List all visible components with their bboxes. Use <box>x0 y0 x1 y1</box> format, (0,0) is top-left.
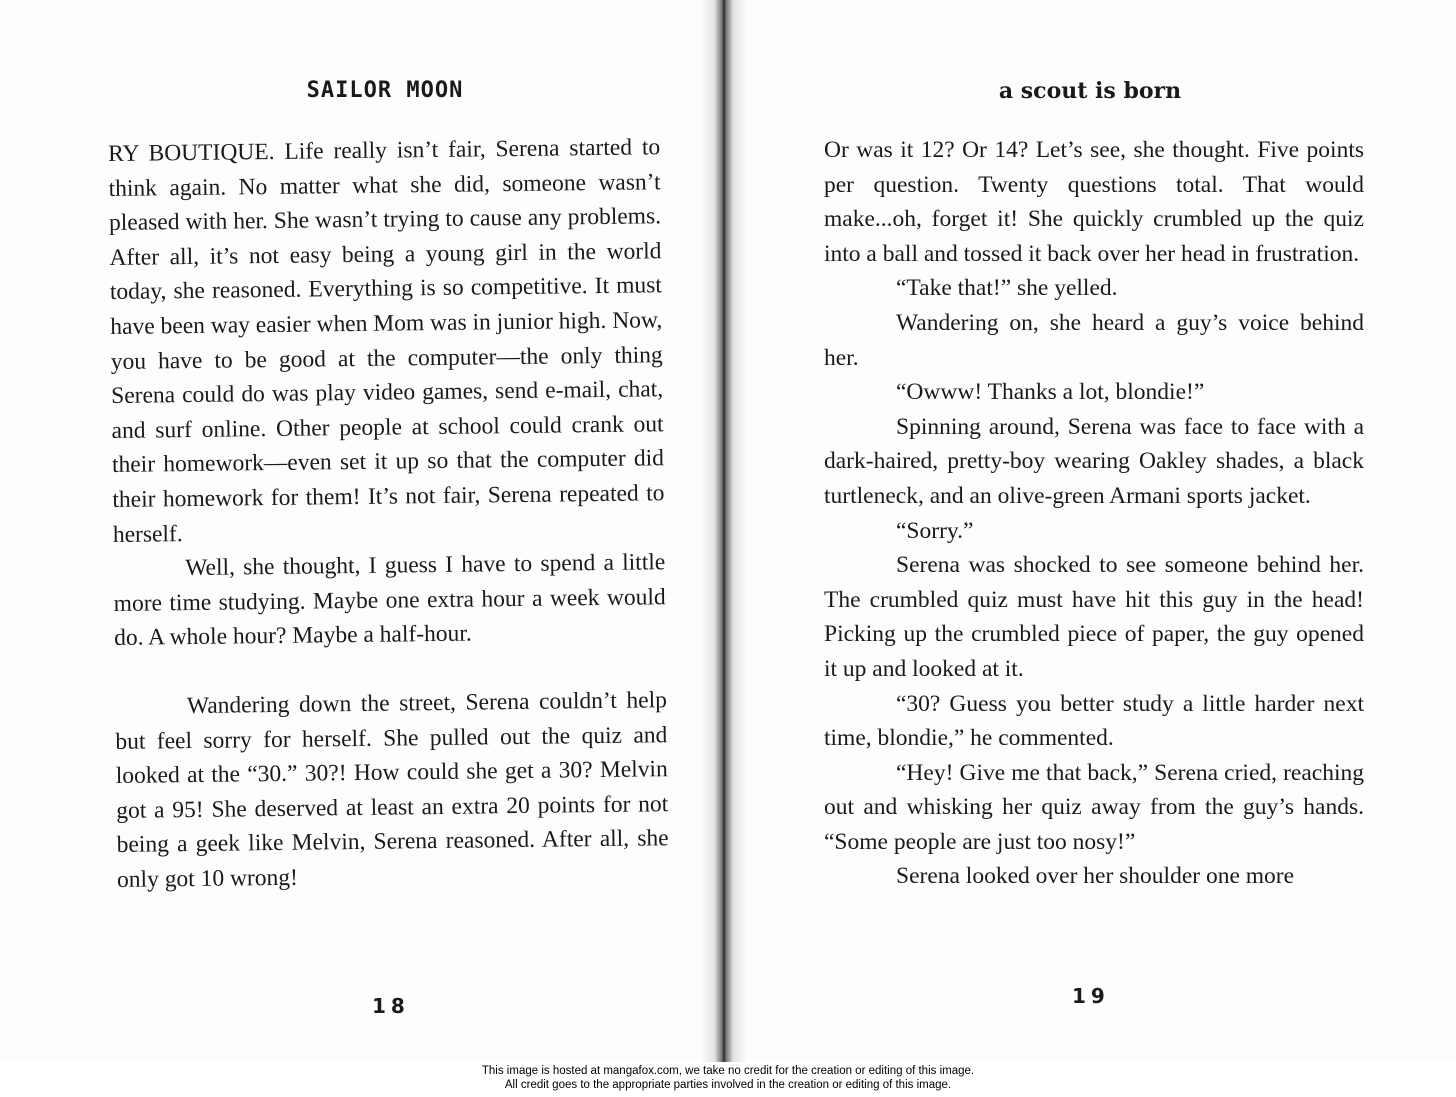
paragraph: Spinning around, Serena was face to face with a dark-haired, pretty-boy wearing Oakley shades, a black turtleneck, and an olive-green Armani sports jacket. <box>824 413 1364 509</box>
paragraph: Wandering on, she heard a guy’s voice behind her. <box>824 309 1364 371</box>
paragraph: “30? Guess you better study a little harder next time, blondie,” he commented. <box>824 690 1364 752</box>
right-page-number: 19 <box>1072 984 1110 1008</box>
paragraph: “Owww! Thanks a lot, blondie!” <box>896 379 1205 406</box>
paragraph: Well, she thought, I guess I have to spend a little more time studying. Maybe one extra hour a week would do. A whole hour? Maybe a half-hour. <box>113 549 666 652</box>
paragraph: Serena looked over her shoulder one more <box>896 863 1295 890</box>
left-page-body <box>108 130 669 897</box>
book-gutter <box>700 0 748 1062</box>
paragraph: “Take that!” she yelled. <box>896 275 1118 302</box>
credit-line-2: All credit goes to the appropriate parties involved in the creation or editing of this image. <box>504 1079 952 1091</box>
credit-line-1: This image is hosted at mangafox.com, we take no credit for the creation or editing of this image. <box>481 1065 975 1077</box>
paragraph: RY BOUTIQUE. Life really isn’t fair, Serena started to think again. No matter what she did, someone wasn’t pleased with her. She wasn’t trying to cause any problems. After all, it’s not easy being a young girl in the world today, she reasoned. Everything is so competitive. It must have been way easier when Mom was in junior high. Now, you have to be good at the computer—the only thing Serena could do was play video games, send e-mail, chat, and surf online. Other people at school could crank out their homework—even set it up so that the computer did their homework for them! It’s not fair, Serena repeated to herself. <box>108 134 665 548</box>
paragraph: “Sorry.” <box>896 517 974 544</box>
right-page-body <box>824 133 1364 894</box>
paragraph: Or was it 12? Or 14? Let’s see, she thought. Five points per question. Twenty questions total. That would make...oh, forget it! She quickly crumbled up the quiz into a ball and tossed it back over her head in frustration. <box>824 137 1364 267</box>
right-running-head: a scout is born <box>998 78 1182 104</box>
paragraph: Serena was shocked to see someone behind her. The crumbled quiz must have hit this guy in the head! Picking up the crumbled piece of paper, the guy opened it up and looked at it. <box>824 552 1364 682</box>
paragraph: Wandering down the street, Serena couldn’t help but feel sorry for herself. She pulled out the quiz and looked at the “30.” 30?! How could she get a 30? Melvin got a 95! She deserved at least an extra 20 points for not being a geek like Melvin, Serena reasoned. After all, she only got 10 wrong! <box>115 687 669 893</box>
hosting-credit <box>0 1064 1456 1092</box>
paragraph: “Hey! Give me that back,” Serena cried, reaching out and whisking her quiz away from the guy’s hands. “Some people are just too nosy!” <box>824 759 1364 855</box>
left-running-head: SAILOR MOON <box>306 78 464 103</box>
left-page-number: 18 <box>372 994 410 1018</box>
